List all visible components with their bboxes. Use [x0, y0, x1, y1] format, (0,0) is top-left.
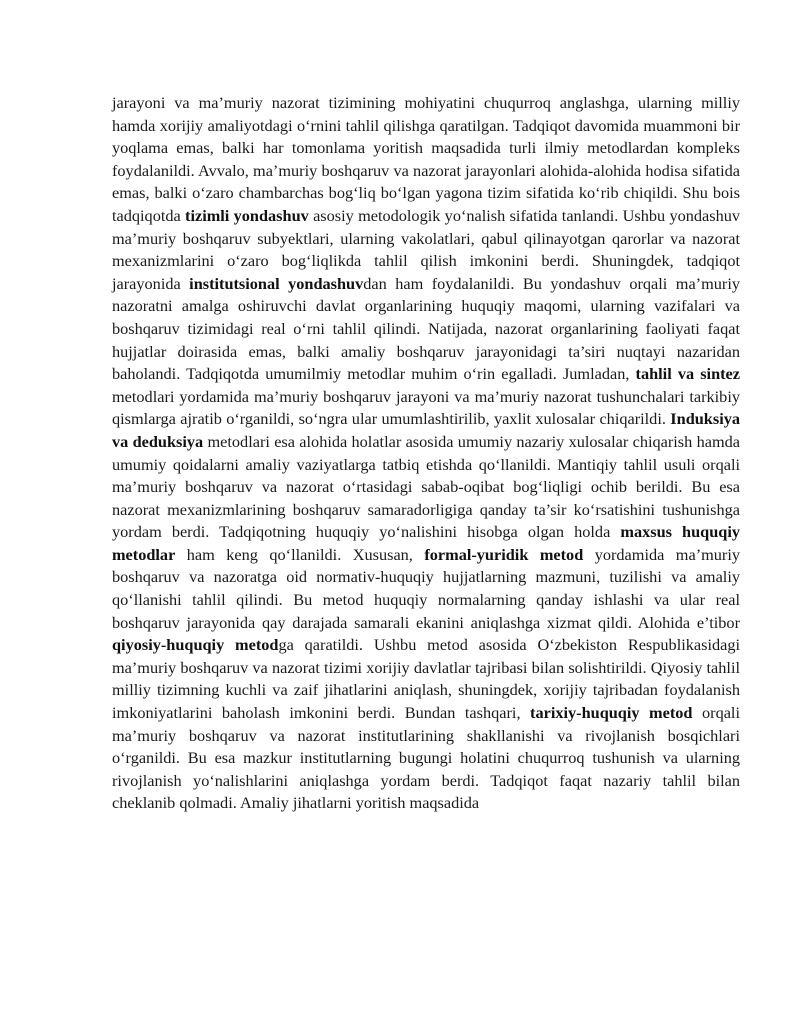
bold-term: Induksiya va deduksiya — [112, 409, 740, 451]
bold-term: institutsional yondashuv — [189, 273, 364, 293]
text-run: asosiy metodologik yo‘nalish sifatida tanlandi. Ushbu yondashuv ma’muriy boshqaruv subyektlari, ularning vakolatlari, qabul qilinayotgan qarorlar va nazorat mexanizmlarini o‘zaro bog‘liqlikda tahlil qilish imkonini berdi. Shuningdek, tadqiqot jarayonida — [112, 205, 740, 293]
bold-term: qiyosiy-huquqiy metod — [112, 635, 279, 655]
bold-term: maxsus huquqiy metodlar — [112, 522, 740, 564]
text-run: ga qaratildi. Ushbu metod asosida O‘zbekiston Respublikasidagi ma’muriy boshqaruv va nazorat tizimi xorijiy davlatlar tajribasi bilan solishtirildi. Qiyosiy tahlil milliy tizimning kuchli va zaif jihatlarini aniqlash, shuningdek, xorijiy tajribadan foydalanish imkoniyatlarini baholash imkonini berdi. Bundan tashqari, — [112, 635, 740, 723]
text-run: orqali ma’muriy boshqaruv va nazorat institutlarining shakllanishi va rivojlanish bosqichlari o‘rganildi. Bu esa mazkur institutlarning bugungi holatini chuqurroq tushunish va ularning rivojlanish yo‘nalishlarini aniqlashga yordam berdi. Tadqiqot faqat nazariy tahlil bilan cheklanib qolmadi. Amaliy jihatlarni yoritish maqsadida — [112, 703, 740, 813]
bold-term: tizimli yondashuv — [185, 205, 309, 225]
bold-term: formal-yuridik metod — [424, 544, 584, 564]
text-run: metodlari yordamida ma’muriy boshqaruv jarayoni va ma’muriy nazorat tushunchalari tarkibiy qismlarga ajratib o‘rganildi, so‘ngra ular umumlashtirilib, yaxlit xulosalar chiqarildi. — [112, 386, 740, 429]
text-run: ham keng qo‘llanildi. Xususan, — [175, 544, 425, 564]
bold-term: tarixiy-huquqiy metod — [530, 703, 693, 723]
bold-term: tahlil va sintez — [635, 364, 740, 384]
text-run: yordamida ma’muriy boshqaruv va nazoratga oid normativ-huquqiy hujjatlarning mazmuni, tuzilishi va amaliy qo‘llanishi tahlil qilindi. Bu metod huquqiy normalarning qanday ishlashi va ular real boshqaruv jarayonida qay darajada samarali ekanini aniqlashga xizmat qildi. Alohida e’tibor — [112, 544, 741, 632]
body-paragraph — [112, 92, 740, 815]
text-run: metodlari esa alohida holatlar asosida umumiy nazariy xulosalar chiqarish hamda umumiy qoidalarni amaliy vaziyatlarga tatbiq etishda qo‘llanildi. Mantiqiy tahlil usuli orqali ma’muriy boshqaruv va nazorat o‘rtasidagi sabab-oqibat bog‘liqligi ochib berildi. Bu esa nazorat mexanizmlarining boshqaruv samaradorligiga qanday ta’sir ko‘rsatishini tushunishga yordam berdi. Tadqiqotning huquqiy yo‘nalishini hisobga olgan holda — [112, 431, 740, 542]
text-run: dan ham foydalanildi. Bu yondashuv orqali ma’muriy nazoratni amalga oshiruvchi davlat organlarining huquqiy maqomi, ularning vazifalari va boshqaruv tizimidagi real o‘rni tahlil qilindi. Natijada, nazorat organlarining faoliyati faqat hujjatlar doirasida emas, balki amaliy boshqaruv jarayonidagi ta’siri nuqtayi nazaridan baholandi. Tadqiqotda umumilmiy metodlar muhim o‘rin egalladi. Jumladan, — [112, 273, 740, 384]
text-run: jarayoni va ma’muriy nazorat tizimining mohiyatini chuqurroq anglashga, ularning milliy hamda xorijiy amaliyotdagi o‘rnini tahlil qilishga qaratilgan. Tadqiqot davomida muammoni bir yoqlama emas, balki har tomonlama yoritish maqsadida turli ilmiy metodlardan kompleks foydalanildi. Avvalo, ma’muriy boshqaruv va nazorat jarayonlari alohida-alohida hodisa sifatida emas, balki o‘zaro chambarchas bog‘liq bo‘lgan yagona tizim sifatida ko‘rib chiqildi. Shu bois tadqiqotda — [112, 93, 740, 225]
